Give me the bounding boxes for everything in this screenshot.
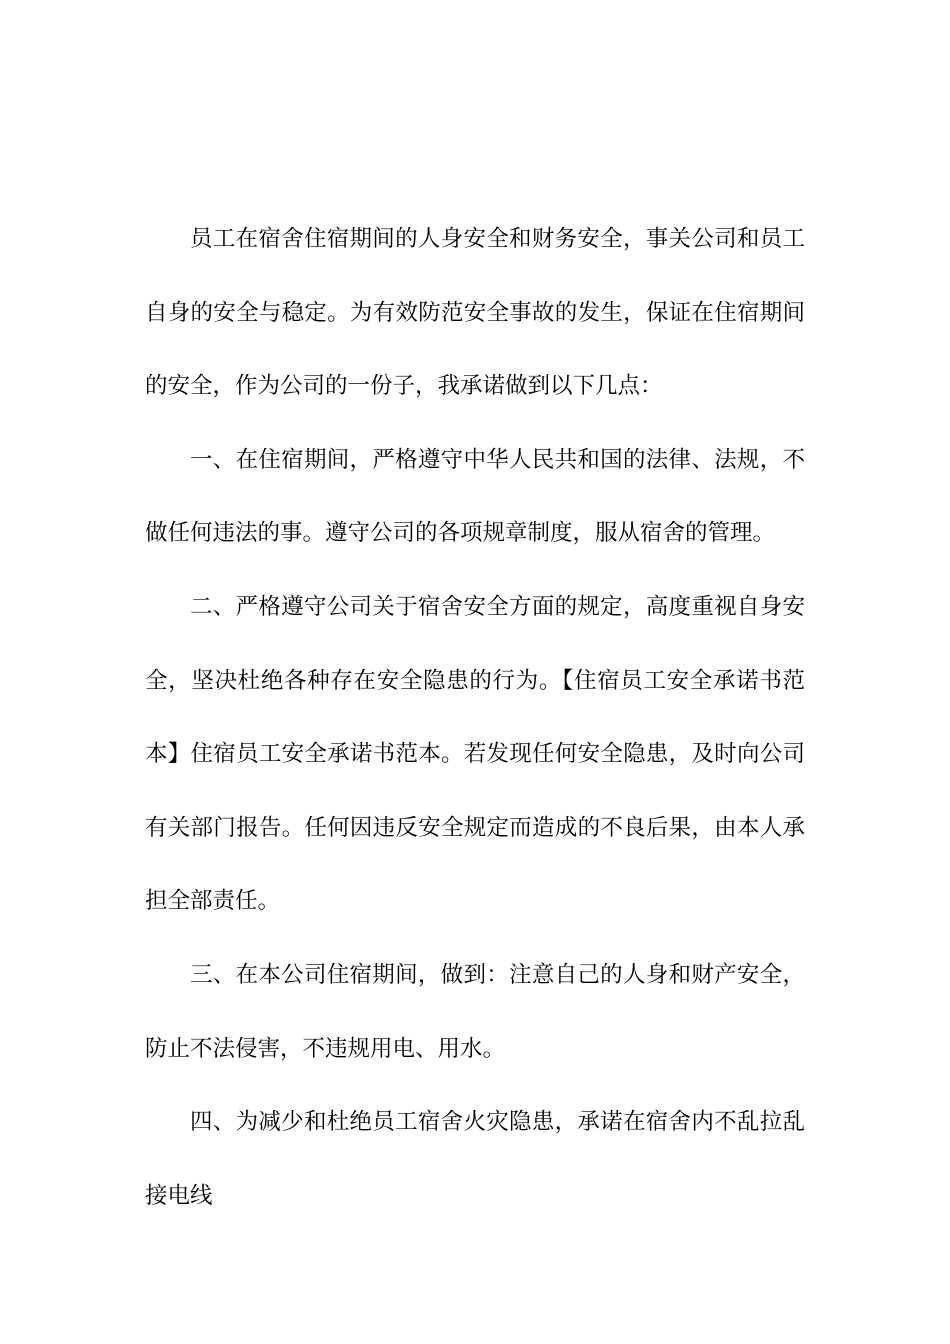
text-line: 一、在住宿期间，严格遵守中华人民共和国的法律、法规，不 xyxy=(190,446,805,473)
text-line: 接电线 xyxy=(145,1182,213,1209)
document-body xyxy=(145,203,805,1233)
text-line: 的安全，作为公司的一份子，我承诺做到以下几点： xyxy=(145,373,663,400)
text-line: 员工在宿舍住宿期间的人身安全和财务安全，事关公司和员工 xyxy=(190,226,805,252)
text-line: 有关部门报告。任何因违反安全规定而造成的不良后果，由本人承 xyxy=(145,814,805,841)
text-line: 全，坚决杜绝各种存在安全隐患的行为。【住宿员工安全承诺书范 xyxy=(145,667,805,694)
text-line: 本】住宿员工安全承诺书范本。若发现任何安全隐患，及时向公司 xyxy=(145,741,805,768)
text-line: 做任何违法的事。遵守公司的各项规章制度，服从宿舍的管理。 xyxy=(145,520,776,547)
text-line: 担全部责任。 xyxy=(145,888,281,915)
text-line: 防止不法侵害，不违规用电、用水。 xyxy=(145,1035,506,1062)
text-line: 三、在本公司住宿期间，做到：注意自己的人身和财产安全， xyxy=(190,961,805,988)
text-line: 自身的安全与稳定。为有效防范安全事故的发生，保证在住宿期间 xyxy=(145,299,805,326)
text-line: 四、为减少和杜绝员工宿舍火灾隐患，承诺在宿舍内不乱拉乱 xyxy=(190,1109,805,1136)
text-line: 二、严格遵守公司关于宿舍安全方面的规定，高度重视自身安 xyxy=(190,593,805,620)
